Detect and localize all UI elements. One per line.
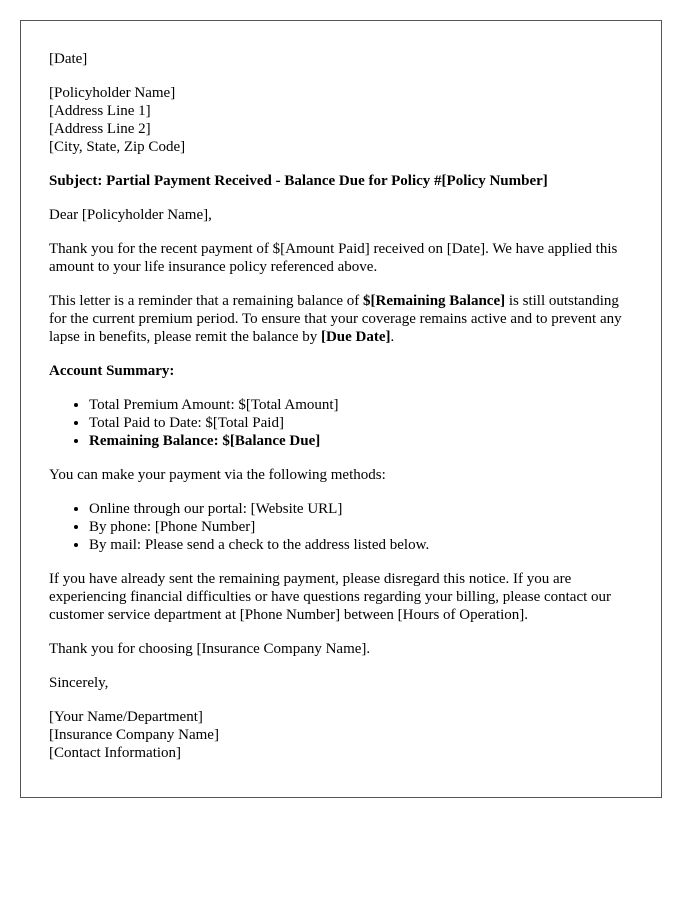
summary-total-premium: • Total Premium Amount: $[Total Amount] bbox=[89, 396, 633, 414]
payment-methods-list bbox=[49, 500, 633, 554]
reminder-text-1: This letter is a reminder that a remaining balance of bbox=[49, 293, 364, 309]
reminder-text-2: is still outstanding for the current premium period. To ensure that your coverage remains active and to prevent any lapse in benefits, please remit the balance by bbox=[49, 293, 622, 345]
payment-received-paragraph: Thank you for the recent payment of $[Amount Paid] received on [Date]. We have applied this amount to your life insurance policy referenced above. bbox=[49, 241, 618, 275]
recipient-address-line-2: [Address Line 2] bbox=[49, 121, 151, 137]
letter-date: [Date] bbox=[49, 51, 88, 67]
letter-page bbox=[20, 20, 662, 798]
account-summary-heading: Account Summary: bbox=[49, 363, 175, 379]
method-mail: • By mail: Please send a check to the address listed below. bbox=[89, 536, 633, 554]
reminder-text-3: . bbox=[390, 329, 395, 345]
method-phone: • By phone: [Phone Number] bbox=[89, 518, 633, 536]
disregard-notice-paragraph: If you have already sent the remaining payment, please disregard this notice. If you are experiencing financial difficulties or have questions regarding your billing, please contact our customer service department at [Phone Number] between [Hours of Operation]. bbox=[49, 571, 612, 623]
balance-reminder-paragraph bbox=[49, 292, 633, 346]
salutation: Dear [Policyholder Name], bbox=[49, 207, 212, 223]
signature-name: [Your Name/Department] bbox=[49, 709, 203, 725]
recipient-address-line-1: [Address Line 1] bbox=[49, 103, 151, 119]
account-summary-list bbox=[49, 396, 633, 450]
payment-methods-intro: You can make your payment via the following methods: bbox=[49, 467, 386, 483]
method-online: • Online through our portal: [Website URL] bbox=[89, 500, 633, 518]
recipient-city-state-zip: [City, State, Zip Code] bbox=[49, 139, 186, 155]
summary-total-paid: • Total Paid to Date: $[Total Paid] bbox=[89, 414, 633, 432]
closing: Sincerely, bbox=[49, 675, 109, 691]
signature-company: [Insurance Company Name] bbox=[49, 727, 219, 743]
remaining-balance-emphasis: $[Remaining Balance] bbox=[363, 293, 506, 309]
signature-contact: [Contact Information] bbox=[49, 745, 182, 761]
due-date-emphasis: [Due Date] bbox=[320, 329, 391, 345]
recipient-name: [Policyholder Name] bbox=[49, 85, 176, 101]
thank-you-line: Thank you for choosing [Insurance Company Name]. bbox=[49, 641, 371, 657]
signature-block bbox=[49, 708, 633, 762]
summary-remaining-balance: • Remaining Balance: $[Balance Due] bbox=[89, 432, 633, 450]
subject-line: Subject: Partial Payment Received - Balance Due for Policy #[Policy Number] bbox=[49, 173, 548, 189]
recipient-address bbox=[49, 84, 633, 156]
